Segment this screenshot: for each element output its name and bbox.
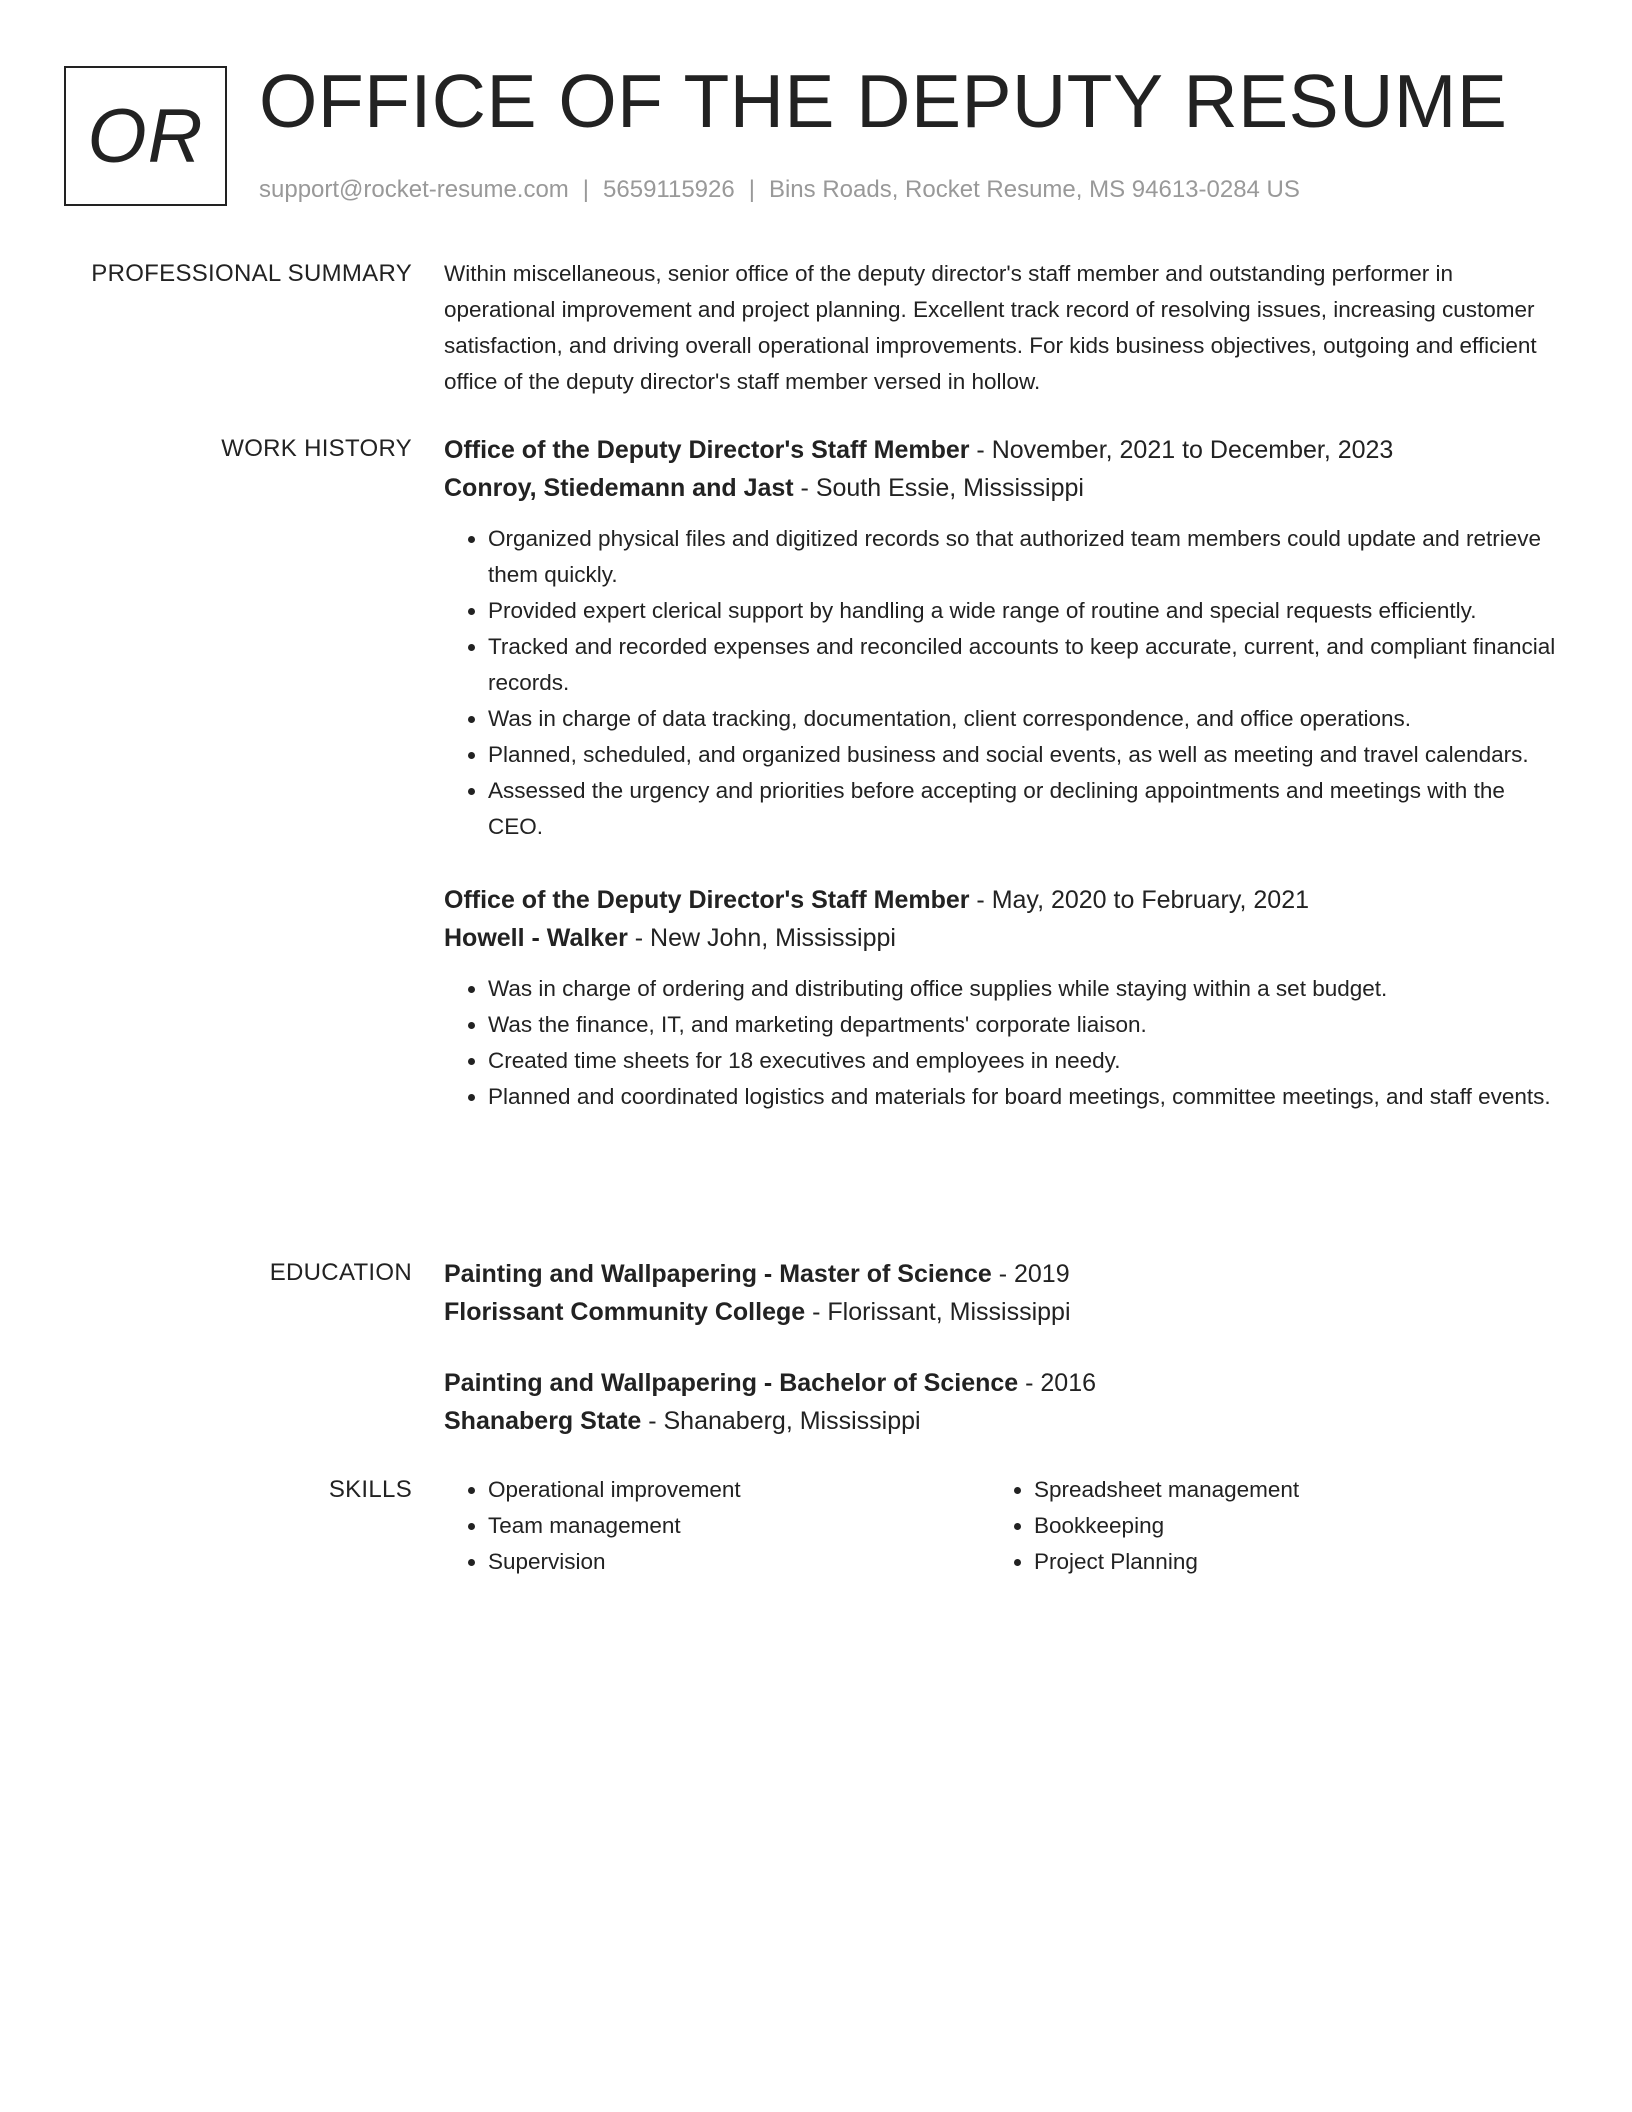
education-degree-line — [444, 1255, 1560, 1293]
education-school-line — [444, 1293, 1560, 1331]
summary-text: Within miscellaneous, senior office of the deputy director's staff member and outstanding performer in operational improvement and project planning. Excellent track record of resolving issues, increasing customer satisfaction, and driving overall operational improvements. For kids business objectives, outgoing and efficient office of the deputy director's staff member versed in hollow. — [444, 261, 1537, 394]
contact-separator: | — [582, 176, 590, 203]
section-heading: EDUCATION — [269, 1259, 412, 1286]
contact-line — [259, 172, 1300, 208]
education-school-line — [444, 1402, 1560, 1440]
job-company: Conroy, Stiedemann and Jast — [444, 474, 794, 502]
job-entry — [444, 431, 1560, 845]
job-company: Howell - Walker — [444, 924, 628, 952]
contact-address: Bins Roads, Rocket Resume, MS 94613-0284 US — [768, 176, 1300, 203]
job-title-line — [444, 431, 1560, 469]
skill-item: • Bookkeeping — [1034, 1508, 1536, 1544]
skill-item: • Operational improvement — [488, 1472, 990, 1508]
list-item: • Tracked and recorded expenses and reconciled accounts to keep accurate, current, and compliant financial records. — [488, 629, 1560, 701]
education-body — [444, 1255, 1560, 1440]
list-item: • Created time sheets for 18 executives and employees in needy. — [488, 1043, 1560, 1079]
section-heading: PROFESSIONAL SUMMARY — [91, 260, 412, 287]
education-degree: Painting and Wallpapering - Master of Science — [444, 1260, 992, 1288]
skill-item: • Team management — [488, 1508, 990, 1544]
education-school: Florissant Community College — [444, 1298, 806, 1326]
job-location: - New John, Mississippi — [627, 924, 896, 952]
job-dates: - November, 2021 to December, 2023 — [969, 436, 1394, 464]
list-item: • Planned and coordinated logistics and materials for board meetings, committee meetings, and staff events. — [488, 1079, 1560, 1115]
list-item: • Planned, scheduled, and organized business and social events, as well as meeting and travel calendars. — [488, 737, 1560, 773]
job-title: Office of the Deputy Director's Staff Member — [444, 886, 970, 914]
job-dates: - May, 2020 to February, 2021 — [969, 886, 1310, 914]
list-item: • Was in charge of ordering and distributing office supplies while staying within a set budget. — [488, 971, 1560, 1007]
education-year: - 2019 — [991, 1260, 1070, 1288]
job-company-line — [444, 469, 1560, 507]
summary-body — [444, 256, 1560, 400]
list-item: • Was the finance, IT, and marketing departments' corporate liaison. — [488, 1007, 1560, 1043]
skills-body — [444, 1472, 1560, 1580]
skills-grid — [444, 1472, 1560, 1580]
contact-phone: 5659115926 — [603, 176, 735, 203]
education-entry — [444, 1364, 1560, 1440]
education-degree-line — [444, 1364, 1560, 1402]
skills-column-left — [444, 1472, 990, 1580]
skills-column-right — [990, 1472, 1536, 1580]
list-item: • Organized physical files and digitized records so that authorized team members could update and retrieve them quickly. — [488, 521, 1560, 593]
list-item: • Was in charge of data tracking, documentation, client correspondence, and office operations. — [488, 701, 1560, 737]
job-bullets — [444, 971, 1560, 1115]
monogram-logo: OR — [64, 66, 227, 206]
skills-list — [990, 1472, 1536, 1580]
education-degree: Painting and Wallpapering - Bachelor of Science — [444, 1369, 1019, 1397]
contact-email: support@rocket-resume.com — [259, 176, 569, 203]
section-heading: WORK HISTORY — [221, 435, 412, 462]
education-location: - Shanaberg, Mississippi — [641, 1407, 921, 1435]
job-entry — [444, 881, 1560, 1115]
education-location: - Florissant, Mississippi — [805, 1298, 1071, 1326]
skill-item: • Project Planning — [1034, 1544, 1536, 1580]
skills-list — [444, 1472, 990, 1580]
job-title-line — [444, 881, 1560, 919]
work-history-body — [444, 431, 1560, 1115]
job-company-line — [444, 919, 1560, 957]
skill-item: • Spreadsheet management — [1034, 1472, 1536, 1508]
section-heading: SKILLS — [328, 1476, 412, 1503]
education-year: - 2016 — [1018, 1369, 1097, 1397]
education-school: Shanaberg State — [444, 1407, 642, 1435]
job-location: - South Essie, Mississippi — [793, 474, 1084, 502]
skill-item: • Supervision — [488, 1544, 990, 1580]
contact-separator: | — [748, 176, 755, 203]
list-item: • Provided expert clerical support by handling a wide range of routine and special requests efficiently. — [488, 593, 1560, 629]
education-entry — [444, 1255, 1560, 1331]
resume-title: OFFICE OF THE DEPUTY RESUME — [259, 59, 1508, 143]
job-bullets — [444, 521, 1560, 845]
list-item: • Assessed the urgency and priorities before accepting or declining appointments and meetings with the CEO. — [488, 773, 1560, 845]
job-title: Office of the Deputy Director's Staff Member — [444, 436, 970, 464]
